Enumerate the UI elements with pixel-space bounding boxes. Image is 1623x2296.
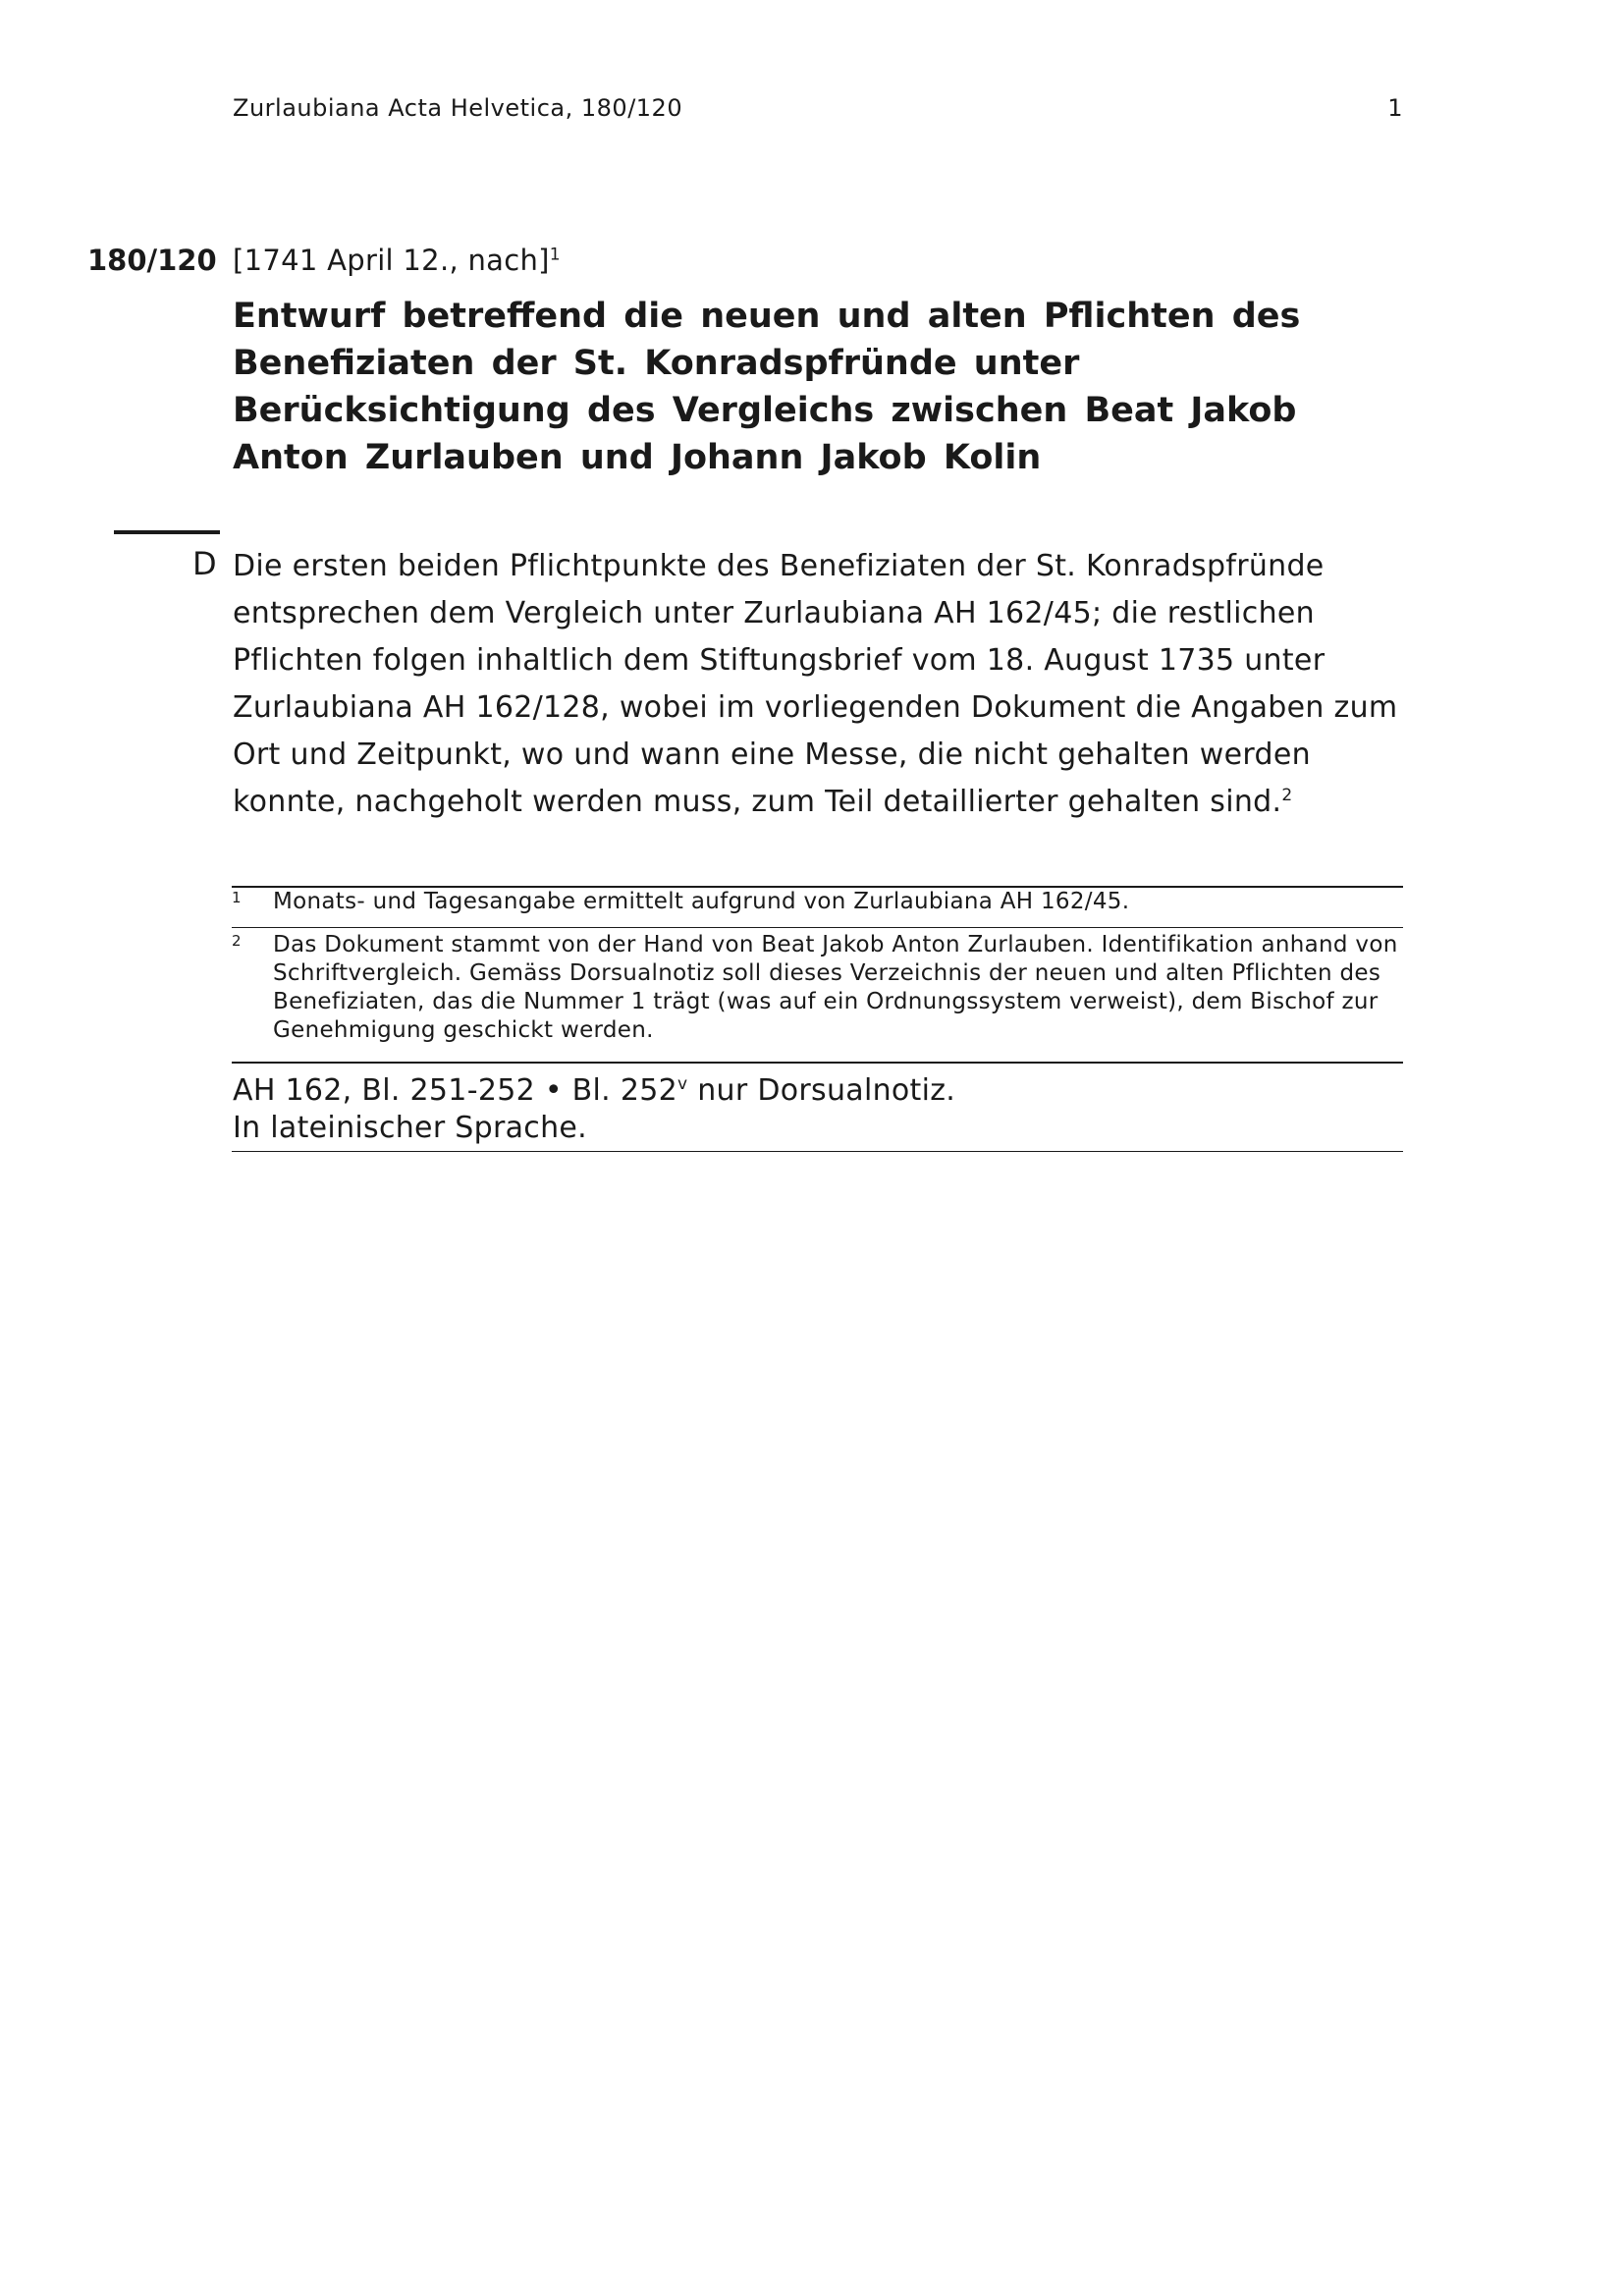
document-number: 180/120	[87, 244, 217, 277]
footnote-ref-2[interactable]: 2	[1281, 786, 1293, 805]
section-marker-rule	[114, 530, 220, 534]
document-date	[233, 244, 561, 277]
regest-text	[233, 543, 1411, 826]
regest-siglum: D	[192, 545, 217, 582]
regest-body: Die ersten beiden Pflichtpunkte des Benefiziaten der St. Konradspfründe entsprechen dem Vergleich unter Zurlaubiana AH 162/45; die restlichen Pflichten folgen inhaltlich dem Stiftungsbrief vom 18. August 1735 unter Zurlaubiana AH 162/128, wobei im vorliegenden Dokument die Angaben zum Ort und Zeitpunkt, wo und wann eine Messe, die nicht gehalten werden konnte, nachgeholt werden muss, zum Teil detaillierter gehalten sind.	[233, 549, 1398, 819]
source-top-rule	[232, 1062, 1403, 1064]
footnote-divider	[232, 927, 1403, 928]
footnote-mark: 1	[232, 889, 242, 906]
footnote-text: Das Dokument stammt von der Hand von Beat Jakob Anton Zurlauben. Identifikation anhand von Schriftvergleich. Gemäss Dorsualnotiz soll dieses Verzeichnis der neuen und alten Pflichten des Benefiziaten, das die Nummer 1 trägt (was auf ein Ordnungssystem verweist), dem Bischof zur Genehmigung geschickt werden.	[273, 932, 1398, 1043]
footnote-mark: 2	[232, 932, 242, 950]
running-head	[233, 94, 1403, 122]
running-head-title: Zurlaubiana Acta Helvetica, 180/120	[233, 94, 683, 122]
document-date-text: [1741 April 12., nach]	[233, 244, 550, 277]
source-line-2: In lateinischer Sprache.	[233, 1111, 587, 1145]
page-number: 1	[1387, 94, 1403, 122]
footnote-ref-1[interactable]: 1	[549, 245, 561, 265]
source-block	[233, 1072, 1404, 1147]
source-bottom-rule	[232, 1151, 1403, 1152]
footnote-text: Monats- und Tagesangabe ermittelt aufgrund von Zurlaubiana AH 162/45.	[273, 889, 1130, 914]
footnote-2	[232, 931, 1403, 1045]
document-title: Entwurf betreffend die neuen und alten Pflichten des Benefiziaten der St. Konradspfründe unter Berücksichtigung des Vergleichs zwischen Beat Jakob Anton Zurlauben und Johann Jakob Kolin	[233, 297, 1301, 477]
footnote-1	[232, 888, 1403, 916]
source-line-1: AH 162, Bl. 251-252 • Bl. 252$^v$ nur Dorsualnotiz.	[233, 1073, 956, 1108]
